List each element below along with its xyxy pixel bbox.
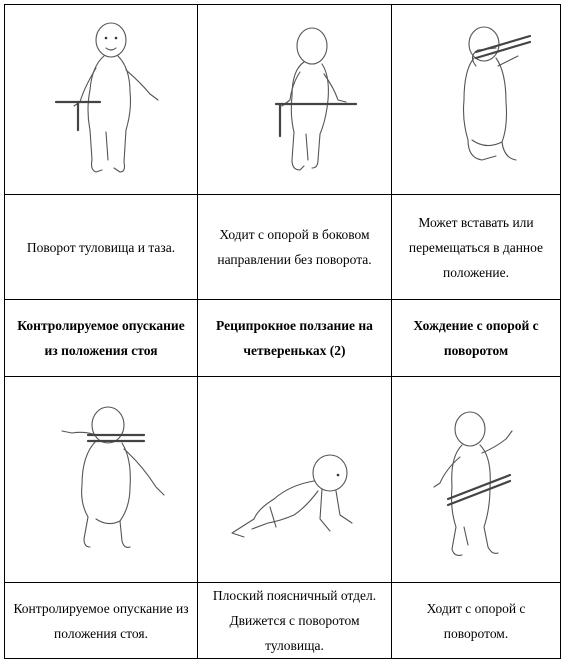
caption-text: Плоский поясничный отдел. Движется с поворотом туловища. (212, 588, 377, 653)
illustration-cell (392, 377, 561, 583)
caption-text: Может вставать или перемещаться в данное положение. (408, 214, 544, 280)
child-crawling-icon (210, 395, 380, 565)
milestones-table (4, 4, 561, 659)
caption-cell (5, 195, 198, 300)
caption-cell (5, 583, 198, 659)
child-lowering-from-standing-icon (26, 395, 176, 565)
illustration-row-1 (5, 5, 561, 195)
caption-text: Контролируемое опускание из положения стоя. (13, 600, 189, 641)
child-kneeling-at-bar-icon (406, 10, 546, 190)
child-cruising-sideways-icon (220, 10, 370, 190)
child-standing-rotating-icon (26, 10, 176, 190)
illustration-cell (5, 377, 198, 583)
illustration-cell (5, 5, 198, 195)
heading-cell (5, 300, 198, 377)
caption-text: Ходит с опорой с поворотом. (426, 600, 526, 641)
illustration-cell (198, 5, 392, 195)
illustration-cell (392, 5, 561, 195)
heading-cell (198, 300, 392, 377)
caption-row-1 (5, 195, 561, 300)
caption-row-2 (5, 583, 561, 659)
child-walking-with-support-icon (406, 395, 546, 565)
caption-cell (392, 195, 561, 300)
milestone-heading: Хождение с опорой с поворотом (413, 318, 539, 358)
caption-cell (198, 195, 392, 300)
heading-cell (392, 300, 561, 377)
caption-text: Поворот туловища и таза. (26, 239, 176, 255)
caption-cell (198, 583, 392, 659)
milestone-heading: Контролируемое опускание из положения стоя (17, 318, 185, 358)
milestone-heading: Реципрокное ползание на четвереньках (2) (216, 318, 373, 358)
illustration-cell (198, 377, 392, 583)
heading-row (5, 300, 561, 377)
illustration-row-2 (5, 377, 561, 583)
caption-cell (392, 583, 561, 659)
caption-text: Ходит с опорой в боковом направлении без поворота. (217, 227, 372, 267)
